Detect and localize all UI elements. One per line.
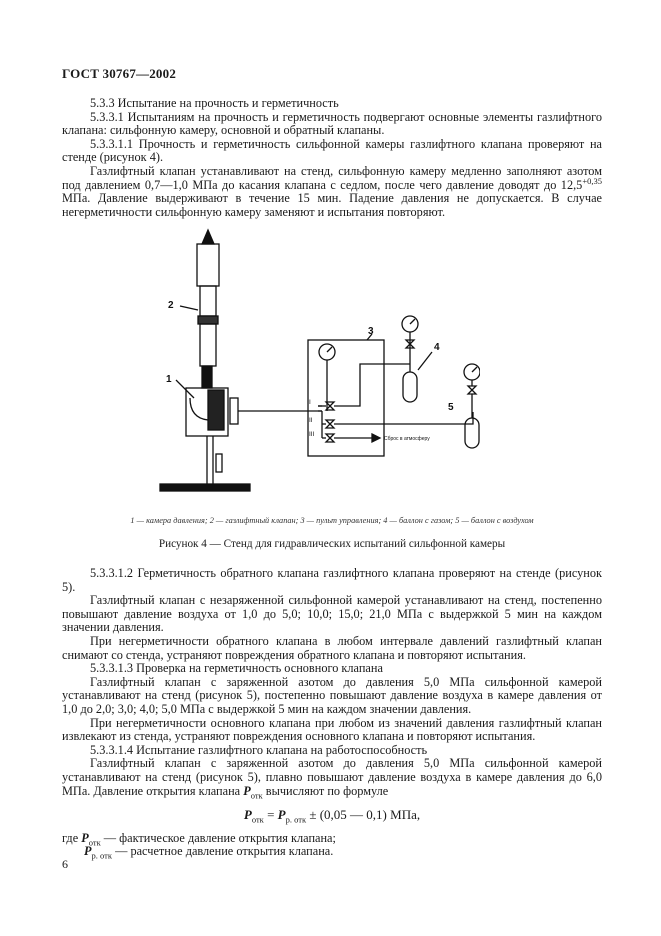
leader-4 — [418, 352, 432, 370]
formula-equals: = — [263, 807, 278, 823]
legend-num-3: 3 — [300, 516, 305, 525]
paragraph-5-3-3-1-3: 5.3.3.1.3 Проверка на герметичность основного клапана — [90, 661, 383, 676]
figure-legend — [62, 516, 602, 525]
p-symbol: P — [243, 783, 251, 798]
legend-text-3: — пульт управления; — [304, 516, 384, 525]
section-heading-5-3-3: 5.3.3 Испытание на прочность и герметичность — [90, 96, 339, 110]
valve-middle-body — [200, 286, 216, 316]
operability-text-a: Газлифтный клапан с заряженной азотом до давления 5,0 МПа сильфонной камерой устанавливают на стенд (рисунок 5), плавно повышают давление воздуха в камере давления до 6,0 МПа. Давление открытия клапана — [62, 756, 602, 798]
paragraph-charged-test: Газлифтный клапан с заряженной азотом до давления 5,0 МПа сильфонной камерой устанавливают на стенд (рисунок 5), постепенно повышают давление воздуха в камере давления от 1,0 до 2,0; 3,0; 4,0; 5,0 МПа с выдержкой 5 мин на каждом значении давления. — [62, 674, 602, 716]
vent-outlet-label: Сброс в атмосферу — [384, 436, 430, 442]
leader-2 — [180, 306, 198, 310]
gas-gauge-needle — [410, 319, 415, 324]
text-block-top — [62, 97, 602, 219]
where-p-2: P — [84, 844, 92, 859]
legend-text-5: — баллон с воздухом — [459, 516, 534, 525]
callout-3: 3 — [368, 326, 374, 337]
figure-title: Рисунок 4 — Стенд для гидравлических испытаний сильфонной камеры — [158, 538, 506, 550]
paragraph-uncharged-test: Газлифтный клапан с незаряженной сильфонной камерой устанавливают на стенд, постепенно повышают давление воздуха от 1,0 до 5,0; 10,0; 15,0; 21,0 МПа с выдержкой 5 мин на каждом значении давления. — [62, 593, 602, 635]
legend-num-4: 4 — [383, 516, 388, 525]
leader-1 — [176, 380, 194, 398]
where-sub-2: р. отк — [91, 850, 112, 861]
gas-cylinder — [403, 372, 417, 402]
callout-2: 2 — [168, 300, 174, 311]
chamber-port — [230, 398, 238, 424]
air-valve — [468, 386, 476, 394]
legend-text-1: — камера давления; — [134, 516, 210, 525]
valve-tip — [202, 230, 214, 244]
support-clamp — [216, 454, 222, 472]
chamber-insert — [208, 390, 224, 430]
callout-5: 5 — [448, 402, 454, 413]
vent-arrow — [372, 434, 380, 442]
tolerance-superscript: +0,35 — [582, 175, 602, 186]
where-p-1: P — [81, 830, 89, 845]
where-line-1 — [62, 832, 602, 846]
panel-gauge-needle — [327, 347, 332, 352]
fill-text-b: МПа. Давление выдерживают в течение 15 мин. Падение давления не допускается. В случае негерметичности сильфонную камеру заменяют и испытания повторяют. — [62, 191, 602, 219]
callout-4: 4 — [434, 342, 440, 353]
valve-label-iii: III — [309, 431, 315, 438]
pipe-air — [334, 412, 473, 424]
where-def-1: — фактическое давление открытия клапана; — [100, 830, 336, 845]
document-header: ГОСТ 30767—2002 — [62, 66, 177, 81]
valve-upper-body — [197, 244, 219, 286]
where-sub-1: отк — [88, 837, 101, 848]
where-lead: где — [62, 830, 82, 845]
formula — [62, 807, 602, 825]
valve-joint — [198, 316, 218, 324]
paragraph-main-valve-leak: При негерметичности основного клапана при любом из значений давления газлифтный клапан извлекают из стенда, устраняют повреждения основного клапана и повторяют испытания. — [62, 715, 602, 744]
paragraph-5-3-3-1-2: 5.3.3.1.2 Герметичность обратного клапана газлифтного клапана проверяют на стенде (рисунок 5). — [62, 566, 602, 594]
where-line-2 — [62, 845, 602, 859]
formula-p-right: P — [277, 807, 286, 823]
paragraph-reverse-valve-leak: При негерметичности обратного клапана в любом интервале давлений газлифтный клапан снимают со стенда, устраняют повреждения обратного клапана и повторяют испытания. — [62, 633, 602, 662]
paragraph-5-3-3-1-4: 5.3.3.1.4 Испытание газлифтного клапана на работоспособность — [90, 742, 428, 757]
paragraph-5-3-3-1: 5.3.3.1 Испытаниям на прочность и герметичность подвергают основные элементы газлифтного клапана: сильфонную камеру, основной и обратный клапаны. — [62, 109, 602, 138]
chamber-seal — [190, 398, 208, 420]
formula-p-left: P — [243, 807, 252, 823]
operability-text-b: вычисляют по формуле — [262, 783, 389, 798]
text-block-bottom — [62, 567, 602, 859]
legend-num-1: 1 — [130, 516, 135, 525]
paragraph-operability-test — [62, 757, 602, 798]
page-number: 6 — [62, 857, 68, 871]
legend-text-4: — баллон с газом; — [387, 516, 456, 525]
valve-label-i: I — [309, 399, 311, 406]
valve-iii — [326, 434, 334, 442]
air-gauge-needle — [472, 367, 477, 372]
legend-num-5: 5 — [455, 516, 460, 525]
legend-num-2: 2 — [209, 516, 214, 525]
valve-label-ii: II — [309, 417, 313, 424]
formula-sub-left: отк — [251, 814, 264, 825]
p-otk-subscript: отк — [250, 789, 263, 800]
callout-1: 1 — [166, 374, 172, 385]
paragraph-fill-procedure — [62, 165, 602, 219]
legend-text-2: — газлифтный клапан; — [213, 516, 301, 525]
fill-text-a: Газлифтный клапан устанавливают на стенд, сильфонную камеру медленно заполняют азотом под давлением 0,7—1,0 МПа до касания клапана с седлом, после чего давление доводят до 12,5 — [62, 163, 602, 192]
valve-nut — [202, 366, 212, 388]
test-stand-figure — [150, 222, 480, 512]
formula-tail: ± (0,05 — 0,1) МПа, — [306, 807, 421, 823]
paragraph-5-3-3-1-1: 5.3.3.1.1 Прочность и герметичность сильфонной камеры газлифтного клапана проверяют на стенде (рисунок 4). — [62, 136, 602, 165]
valve-lower-body — [200, 324, 216, 366]
where-def-2: — расчетное давление открытия клапана. — [112, 844, 334, 859]
base-plate — [160, 484, 250, 491]
formula-sub-right: р. отк — [285, 814, 307, 825]
pipe-gas — [334, 364, 410, 406]
valve-ii — [326, 420, 334, 428]
air-cylinder — [465, 418, 479, 448]
